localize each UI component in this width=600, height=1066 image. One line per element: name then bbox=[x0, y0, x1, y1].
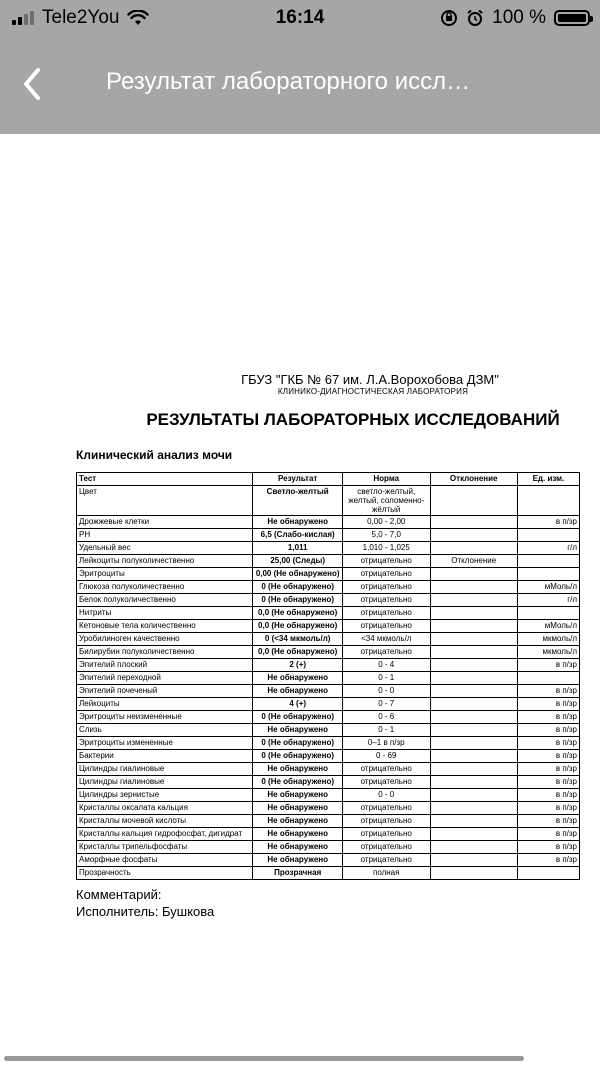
cell-norm: 0 - 1 bbox=[342, 724, 430, 737]
table-row bbox=[77, 750, 580, 763]
cell-norm: отрицательно bbox=[342, 620, 430, 633]
cell-deviation bbox=[430, 581, 517, 594]
cell-unit: в п/зр bbox=[517, 698, 579, 711]
cell-norm: 0–1 в п/зр bbox=[342, 737, 430, 750]
header-norm: Норма bbox=[342, 473, 430, 486]
cell-norm: отрицательно bbox=[342, 607, 430, 620]
org-name: ГБУЗ "ГКБ № 67 им. Л.А.Ворохобова ДЗМ" bbox=[241, 372, 499, 387]
cell-norm: отрицательно bbox=[342, 828, 430, 841]
cell-result: 0 (Не обнаружено) bbox=[253, 711, 342, 724]
table-row bbox=[77, 620, 580, 633]
cell-norm: 0 - 0 bbox=[342, 685, 430, 698]
table-row bbox=[77, 815, 580, 828]
cell-result: Прозрачная bbox=[253, 867, 342, 880]
cell-norm: полная bbox=[342, 867, 430, 880]
cell-result: Не обнаружено bbox=[253, 763, 342, 776]
cell-unit bbox=[517, 486, 579, 516]
cell-norm: 0 - 0 bbox=[342, 789, 430, 802]
cell-norm: отрицательно bbox=[342, 776, 430, 789]
page-title: Результат лабораторного иссл… bbox=[106, 68, 471, 95]
status-bar bbox=[0, 0, 600, 36]
cell-deviation bbox=[430, 672, 517, 685]
cell-test: Эпителий переходной bbox=[77, 672, 253, 685]
table-row bbox=[77, 841, 580, 854]
cell-unit: в п/зр bbox=[517, 815, 579, 828]
table-row bbox=[77, 854, 580, 867]
alarm-icon bbox=[466, 9, 484, 27]
back-chevron-icon[interactable] bbox=[16, 64, 50, 104]
cell-unit: в п/зр bbox=[517, 724, 579, 737]
cell-test: Удельный вес bbox=[77, 542, 253, 555]
cell-result: 0,0 (Не обнаружено) bbox=[253, 646, 342, 659]
cell-deviation bbox=[430, 685, 517, 698]
table-row bbox=[77, 711, 580, 724]
cell-result: 0 (Не обнаружено) bbox=[253, 750, 342, 763]
cell-unit: в п/зр bbox=[517, 854, 579, 867]
cell-deviation bbox=[430, 516, 517, 529]
cell-norm: 0,00 - 2,00 bbox=[342, 516, 430, 529]
cell-unit: г/л bbox=[517, 542, 579, 555]
cell-deviation bbox=[430, 854, 517, 867]
org-header bbox=[76, 372, 580, 396]
table-row bbox=[77, 789, 580, 802]
cell-result: Не обнаружено bbox=[253, 672, 342, 685]
cell-unit bbox=[517, 555, 579, 568]
cell-unit: в п/зр bbox=[517, 711, 579, 724]
cell-deviation bbox=[430, 711, 517, 724]
cell-result: Не обнаружено bbox=[253, 802, 342, 815]
table-row bbox=[77, 776, 580, 789]
cell-test: Кристаллы мочевой кислоты bbox=[77, 815, 253, 828]
results-table bbox=[76, 472, 580, 880]
cell-unit: в п/зр bbox=[517, 659, 579, 672]
table-row bbox=[77, 737, 580, 750]
cell-deviation bbox=[430, 750, 517, 763]
table-row bbox=[77, 594, 580, 607]
wifi-icon bbox=[127, 10, 149, 26]
cell-norm: отрицательно bbox=[342, 841, 430, 854]
signal-icon bbox=[12, 11, 34, 25]
battery-percent: 100 % bbox=[492, 7, 546, 28]
report-footer bbox=[76, 886, 580, 920]
table-row bbox=[77, 763, 580, 776]
cell-test: Эпителий плоский bbox=[77, 659, 253, 672]
table-row bbox=[77, 685, 580, 698]
cell-unit: г/л bbox=[517, 594, 579, 607]
cell-norm: 1,010 - 1,025 bbox=[342, 542, 430, 555]
cell-unit bbox=[517, 867, 579, 880]
table-row bbox=[77, 529, 580, 542]
cell-result: Не обнаружено bbox=[253, 685, 342, 698]
cell-deviation bbox=[430, 646, 517, 659]
table-row bbox=[77, 555, 580, 568]
cell-result: 2 (+) bbox=[253, 659, 342, 672]
cell-deviation bbox=[430, 815, 517, 828]
cell-result: Не обнаружено bbox=[253, 789, 342, 802]
cell-test: Лейкоциты полуколичественно bbox=[77, 555, 253, 568]
table-row bbox=[77, 542, 580, 555]
table-row bbox=[77, 672, 580, 685]
header-result: Результат bbox=[253, 473, 342, 486]
cell-norm: отрицательно bbox=[342, 646, 430, 659]
comment-label: Комментарий: bbox=[76, 887, 162, 902]
cell-norm: 0 - 4 bbox=[342, 659, 430, 672]
cell-test: Белок полуколичественно bbox=[77, 594, 253, 607]
cell-unit bbox=[517, 529, 579, 542]
cell-deviation bbox=[430, 789, 517, 802]
table-row bbox=[77, 724, 580, 737]
cell-norm: светло-желтый, желтый, соломенно-жёлтый bbox=[342, 486, 430, 516]
cell-unit: мМоль/л bbox=[517, 581, 579, 594]
cell-test: Цилиндры гиалиновые bbox=[77, 776, 253, 789]
cell-test: Дрожжевые клетки bbox=[77, 516, 253, 529]
cell-deviation bbox=[430, 607, 517, 620]
cell-deviation bbox=[430, 828, 517, 841]
report-title: РЕЗУЛЬТАТЫ ЛАБОРАТОРНЫХ ИССЛЕДОВАНИЙ bbox=[146, 410, 560, 429]
cell-test: Эритроциты измененные bbox=[77, 737, 253, 750]
table-row bbox=[77, 828, 580, 841]
cell-deviation bbox=[430, 867, 517, 880]
cell-norm: отрицательно bbox=[342, 594, 430, 607]
cell-result: Не обнаружено bbox=[253, 815, 342, 828]
cell-deviation bbox=[430, 620, 517, 633]
carrier-name: Tele2You bbox=[42, 7, 120, 28]
cell-norm: отрицательно bbox=[342, 568, 430, 581]
cell-unit: в п/зр bbox=[517, 516, 579, 529]
cell-result: 0,0 (Не обнаружено) bbox=[253, 607, 342, 620]
cell-unit bbox=[517, 672, 579, 685]
cell-deviation bbox=[430, 841, 517, 854]
cell-test: Цвет bbox=[77, 486, 253, 516]
table-row bbox=[77, 607, 580, 620]
cell-norm: отрицательно bbox=[342, 815, 430, 828]
cell-deviation bbox=[430, 529, 517, 542]
cell-unit: в п/зр bbox=[517, 789, 579, 802]
cell-unit: в п/зр bbox=[517, 737, 579, 750]
cell-norm: отрицательно bbox=[342, 802, 430, 815]
cell-result: 6,5 (Слабо-кислая) bbox=[253, 529, 342, 542]
cell-deviation bbox=[430, 763, 517, 776]
cell-unit: мкмоль/л bbox=[517, 633, 579, 646]
lab-name: КЛИНИКО-ДИАГНОСТИЧЕСКАЯ ЛАБОРАТОРИЯ bbox=[277, 387, 469, 396]
cell-result: Не обнаружено bbox=[253, 516, 342, 529]
lab-report-document bbox=[76, 372, 580, 920]
cell-deviation: Отклонение bbox=[430, 555, 517, 568]
cell-norm: 0 - 6 bbox=[342, 711, 430, 724]
table-row bbox=[77, 646, 580, 659]
cell-unit: в п/зр bbox=[517, 685, 579, 698]
cell-test: Эритроциты bbox=[77, 568, 253, 581]
executor-label: Исполнитель: Бушкова bbox=[76, 904, 215, 919]
cell-test: Нитриты bbox=[77, 607, 253, 620]
cell-norm: отрицательно bbox=[342, 763, 430, 776]
cell-test: Лейкоциты bbox=[77, 698, 253, 711]
cell-unit bbox=[517, 568, 579, 581]
cell-test: Цилиндры гиалиновые bbox=[77, 763, 253, 776]
cell-test: Эритроциты неизмененные bbox=[77, 711, 253, 724]
cell-test: Кристаллы оксалата кальция bbox=[77, 802, 253, 815]
cell-deviation bbox=[430, 737, 517, 750]
cell-deviation bbox=[430, 659, 517, 672]
home-indicator bbox=[4, 1056, 524, 1061]
header-deviation: Отклонение bbox=[430, 473, 517, 486]
cell-norm: отрицательно bbox=[342, 581, 430, 594]
cell-unit: мкмоль/л bbox=[517, 646, 579, 659]
cell-result: 0,00 (Не обнаружено) bbox=[253, 568, 342, 581]
cell-norm: 5,0 - 7,0 bbox=[342, 529, 430, 542]
cell-test: Кетоновые тела количественно bbox=[77, 620, 253, 633]
table-row bbox=[77, 698, 580, 711]
cell-deviation bbox=[430, 486, 517, 516]
cell-result: Не обнаружено bbox=[253, 724, 342, 737]
cell-test: Слизь bbox=[77, 724, 253, 737]
cell-result: 0 (Не обнаружено) bbox=[253, 594, 342, 607]
table-row bbox=[77, 516, 580, 529]
cell-unit: мМоль/л bbox=[517, 620, 579, 633]
cell-norm: 0 - 69 bbox=[342, 750, 430, 763]
cell-result: Светло-желтый bbox=[253, 486, 342, 516]
cell-result: 0 (<34 мкмоль/л) bbox=[253, 633, 342, 646]
cell-deviation bbox=[430, 724, 517, 737]
table-row bbox=[77, 802, 580, 815]
table-header-row bbox=[77, 473, 580, 486]
orientation-lock-icon bbox=[440, 9, 458, 27]
status-time: 16:14 bbox=[275, 7, 325, 28]
cell-result: 25,00 (Следы) bbox=[253, 555, 342, 568]
cell-result: 1,011 bbox=[253, 542, 342, 555]
table-row bbox=[77, 581, 580, 594]
cell-unit: в п/зр bbox=[517, 828, 579, 841]
cell-test: Кристаллы трипельфосфаты bbox=[77, 841, 253, 854]
table-row bbox=[77, 867, 580, 880]
table-row bbox=[77, 486, 580, 516]
cell-test: Глюкоза полуколичественно bbox=[77, 581, 253, 594]
cell-test: Цилиндры зернистые bbox=[77, 789, 253, 802]
cell-deviation bbox=[430, 568, 517, 581]
table-row bbox=[77, 568, 580, 581]
cell-test: Бактерии bbox=[77, 750, 253, 763]
cell-norm: <34 мкмоль/л bbox=[342, 633, 430, 646]
cell-deviation bbox=[430, 633, 517, 646]
cell-result: 4 (+) bbox=[253, 698, 342, 711]
nav-bar bbox=[0, 36, 600, 134]
cell-deviation bbox=[430, 776, 517, 789]
cell-unit: в п/зр bbox=[517, 841, 579, 854]
cell-norm: отрицательно bbox=[342, 854, 430, 867]
cell-test: Прозрачность bbox=[77, 867, 253, 880]
cell-unit: в п/зр bbox=[517, 802, 579, 815]
cell-unit: в п/зр bbox=[517, 750, 579, 763]
cell-result: Не обнаружено bbox=[253, 854, 342, 867]
cell-test: Билирубин полуколичественно bbox=[77, 646, 253, 659]
table-row bbox=[77, 659, 580, 672]
cell-test: Эпителий почеченый bbox=[77, 685, 253, 698]
battery-icon bbox=[554, 10, 590, 26]
cell-result: 0 (Не обнаружено) bbox=[253, 776, 342, 789]
cell-result: 0 (Не обнаружено) bbox=[253, 581, 342, 594]
cell-result: Не обнаружено bbox=[253, 828, 342, 841]
cell-norm: 0 - 7 bbox=[342, 698, 430, 711]
cell-deviation bbox=[430, 542, 517, 555]
cell-result: Не обнаружено bbox=[253, 841, 342, 854]
cell-unit: в п/зр bbox=[517, 776, 579, 789]
status-left bbox=[12, 7, 149, 29]
cell-test: PH bbox=[77, 529, 253, 542]
cell-unit bbox=[517, 607, 579, 620]
cell-deviation bbox=[430, 802, 517, 815]
cell-norm: отрицательно bbox=[342, 555, 430, 568]
cell-result: 0,0 (Не обнаружено) bbox=[253, 620, 342, 633]
status-right bbox=[440, 7, 590, 29]
cell-test: Аморфные фосфаты bbox=[77, 854, 253, 867]
cell-norm: 0 - 1 bbox=[342, 672, 430, 685]
header-unit: Ед. изм. bbox=[517, 473, 579, 486]
cell-deviation bbox=[430, 594, 517, 607]
table-row bbox=[77, 633, 580, 646]
cell-test: Кристаллы кальция гидрофосфат, дигидрат bbox=[77, 828, 253, 841]
cell-deviation bbox=[430, 698, 517, 711]
cell-test: Уробилиноген качественно bbox=[77, 633, 253, 646]
header-test: Тест bbox=[77, 473, 253, 486]
cell-result: 0 (Не обнаружено) bbox=[253, 737, 342, 750]
cell-unit: в п/зр bbox=[517, 763, 579, 776]
section-title: Клинический анализ мочи bbox=[76, 448, 233, 462]
